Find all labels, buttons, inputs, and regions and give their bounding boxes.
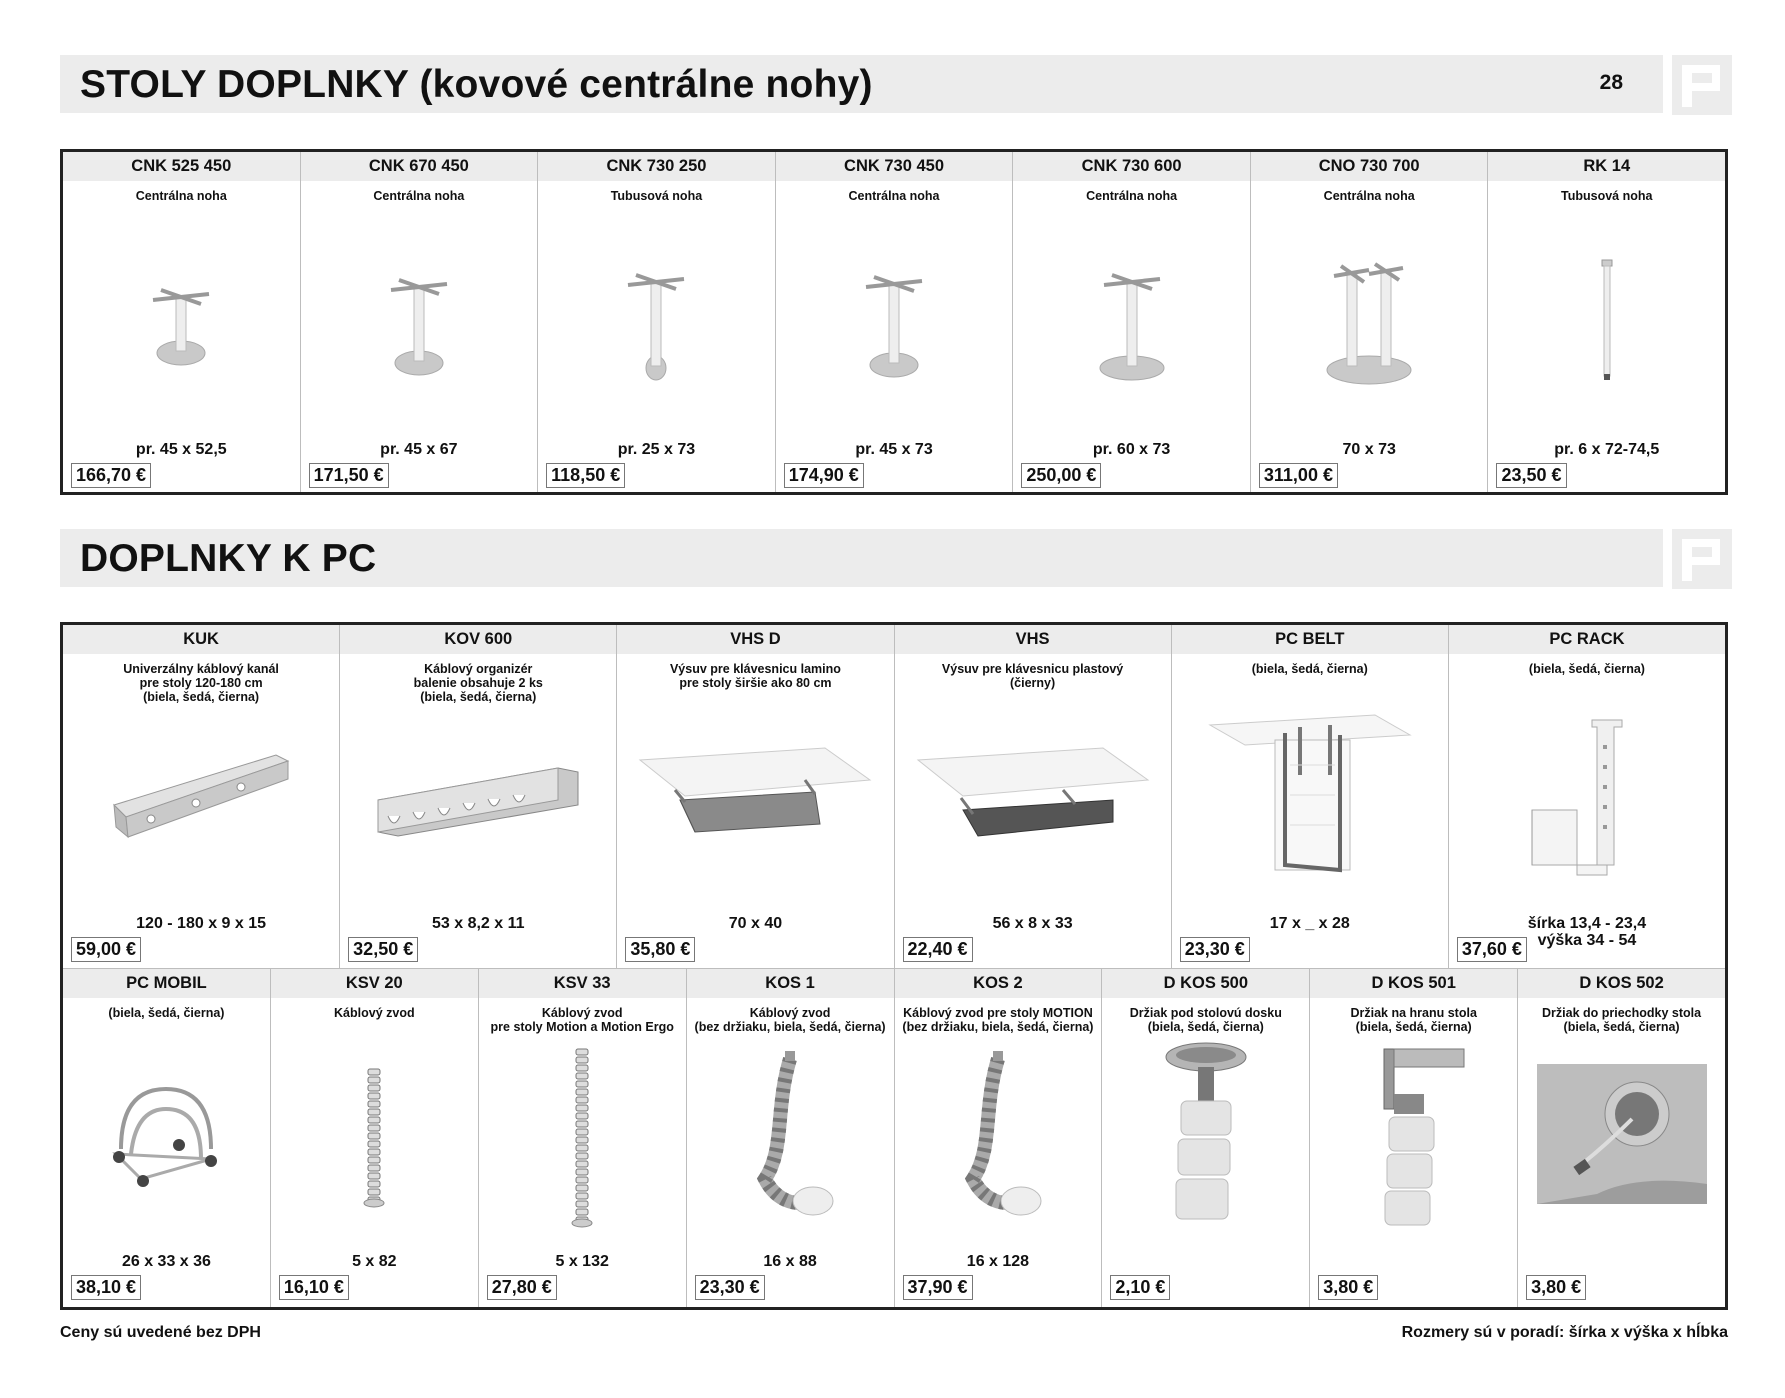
pc-holder-icon bbox=[1172, 700, 1448, 900]
cable-channel-icon bbox=[63, 700, 339, 900]
pc-accessories-grid bbox=[60, 622, 1728, 1310]
product-code: PC RACK bbox=[1449, 625, 1725, 654]
product-price: 174,90 € bbox=[784, 463, 864, 488]
product-card bbox=[1172, 625, 1449, 968]
brand-logo-icon bbox=[1672, 55, 1732, 115]
product-description: (biela, šedá, čierna) bbox=[1528, 662, 1645, 676]
product-price: 3,80 € bbox=[1526, 1275, 1586, 1300]
product-description: Káblový zvod pre stoly Motion a Motion Ergo bbox=[490, 1006, 674, 1034]
product-description: Centrálna noha bbox=[373, 189, 465, 203]
product-dimensions: 70 x 73 bbox=[1342, 441, 1396, 458]
product-price: 27,80 € bbox=[487, 1275, 557, 1300]
product-dimensions: 5 x 132 bbox=[555, 1253, 609, 1270]
table-legs-grid bbox=[60, 149, 1728, 495]
product-description: Káblový zvod bbox=[334, 1006, 415, 1020]
product-card bbox=[1449, 625, 1725, 968]
product-description: Výsuv pre klávesnicu plastový (čierny) bbox=[941, 662, 1124, 690]
page-number: 28 bbox=[1599, 71, 1623, 94]
product-price: 2,10 € bbox=[1110, 1275, 1170, 1300]
table-leg-icon bbox=[538, 222, 775, 422]
product-dimensions: pr. 45 x 67 bbox=[380, 441, 458, 458]
product-code: D KOS 502 bbox=[1518, 969, 1725, 998]
product-code: VHS bbox=[895, 625, 1171, 654]
product-card bbox=[479, 969, 687, 1307]
product-description: Univerzálny káblový kanál pre stoly 120-180 cm (biela, šedá, čierna) bbox=[123, 662, 279, 704]
product-description: Držiak do priechodky stola (biela, šedá, čierna) bbox=[1542, 1006, 1702, 1034]
product-price: 250,00 € bbox=[1021, 463, 1101, 488]
product-price: 37,90 € bbox=[903, 1275, 973, 1300]
table-leg-icon bbox=[1013, 222, 1250, 422]
product-card bbox=[895, 625, 1172, 968]
product-card bbox=[687, 969, 895, 1307]
section-header-table-legs bbox=[60, 55, 1663, 113]
tube-leg-icon bbox=[1488, 222, 1725, 422]
product-description: Centrálna noha bbox=[1323, 189, 1415, 203]
product-dimensions: 53 x 8,2 x 11 bbox=[431, 915, 525, 932]
product-code: RK 14 bbox=[1488, 152, 1725, 181]
product-code: CNK 525 450 bbox=[63, 152, 300, 181]
product-price: 32,50 € bbox=[348, 937, 418, 962]
cable-organizer-icon bbox=[340, 700, 616, 900]
product-dimensions: pr. 45 x 73 bbox=[855, 441, 933, 458]
product-card bbox=[63, 969, 271, 1307]
product-price: 37,60 € bbox=[1457, 937, 1527, 962]
product-card bbox=[895, 969, 1103, 1307]
product-card bbox=[1251, 152, 1489, 492]
table-leg-icon bbox=[63, 222, 300, 422]
product-price: 118,50 € bbox=[546, 463, 625, 488]
product-description: (biela, šedá, čierna) bbox=[108, 1006, 225, 1020]
cable-spine-icon bbox=[479, 1034, 686, 1234]
product-description: Káblový zvod (bez držiaku, biela, šedá, čierna) bbox=[694, 1006, 886, 1034]
product-dimensions: 17 x _ x 28 bbox=[1269, 915, 1350, 932]
product-card bbox=[1102, 969, 1310, 1307]
product-card bbox=[538, 152, 776, 492]
product-description: (biela, šedá, čierna) bbox=[1251, 662, 1368, 676]
product-dimensions: 5 x 82 bbox=[352, 1253, 397, 1270]
product-dimensions: 56 x 8 x 33 bbox=[992, 915, 1073, 932]
product-description: Centrálna noha bbox=[848, 189, 940, 203]
product-description: Tubusová noha bbox=[610, 189, 703, 203]
product-dimensions: 16 x 128 bbox=[966, 1253, 1030, 1270]
product-price: 23,30 € bbox=[1180, 937, 1250, 962]
footer-dimensions-note: Rozmery sú v poradí: šírka x výška x hĺbka bbox=[1401, 1324, 1728, 1341]
keyboard-tray-dark-icon bbox=[895, 700, 1171, 900]
product-code: CNK 730 600 bbox=[1013, 152, 1250, 181]
product-price: 38,10 € bbox=[71, 1275, 141, 1300]
edge-holder-icon bbox=[1310, 1034, 1517, 1234]
keyboard-tray-icon bbox=[617, 700, 893, 900]
footer-vat-note: Ceny sú uvedené bez DPH bbox=[60, 1324, 261, 1341]
product-description: Držiak pod stolovú dosku (biela, šedá, čierna) bbox=[1129, 1006, 1282, 1034]
product-card bbox=[63, 625, 340, 968]
product-code: KOS 1 bbox=[687, 969, 894, 998]
grommet-holder-icon bbox=[1518, 1034, 1725, 1234]
product-description: Káblový organizér balenie obsahuje 2 ks (biela, šedá, čierna) bbox=[413, 662, 543, 704]
vertebra-cable-icon bbox=[895, 1034, 1102, 1234]
product-description: Držiak na hranu stola (biela, šedá, čierna) bbox=[1350, 1006, 1477, 1034]
product-code: CNO 730 700 bbox=[1251, 152, 1488, 181]
brand-logo-icon bbox=[1672, 529, 1732, 589]
cable-spine-icon bbox=[271, 1034, 478, 1234]
product-description: Centrálna noha bbox=[1086, 189, 1178, 203]
product-dimensions: pr. 25 x 73 bbox=[617, 441, 696, 458]
product-price: 311,00 € bbox=[1259, 463, 1338, 488]
product-description: Tubusová noha bbox=[1561, 189, 1653, 203]
product-price: 23,30 € bbox=[695, 1275, 765, 1300]
product-dimensions: 26 x 33 x 36 bbox=[121, 1253, 211, 1270]
product-card bbox=[1488, 152, 1725, 492]
vertebra-cable-icon bbox=[687, 1034, 894, 1234]
product-code: CNK 730 250 bbox=[538, 152, 775, 181]
product-code: D KOS 501 bbox=[1310, 969, 1517, 998]
product-code: KOV 600 bbox=[340, 625, 616, 654]
product-code: CNK 670 450 bbox=[301, 152, 538, 181]
product-dimensions: pr. 60 x 73 bbox=[1092, 441, 1171, 458]
product-price: 3,80 € bbox=[1318, 1275, 1378, 1300]
product-description: Centrálna noha bbox=[135, 189, 227, 203]
product-price: 35,80 € bbox=[625, 937, 695, 962]
product-code: VHS D bbox=[617, 625, 893, 654]
product-card bbox=[1310, 969, 1518, 1307]
product-card bbox=[301, 152, 539, 492]
pc-rack-icon bbox=[1449, 700, 1725, 900]
product-dimensions: pr. 6 x 72-74,5 bbox=[1554, 441, 1660, 458]
product-code: KUK bbox=[63, 625, 339, 654]
section-header-pc-accessories bbox=[60, 529, 1663, 587]
product-dimensions: 16 x 88 bbox=[763, 1253, 817, 1270]
product-card bbox=[1518, 969, 1725, 1307]
product-description: Káblový zvod pre stoly MOTION (bez držiaku, biela, šedá, čierna) bbox=[902, 1006, 1094, 1034]
product-code: KOS 2 bbox=[895, 969, 1102, 998]
product-price: 171,50 € bbox=[309, 463, 389, 488]
product-code: CNK 730 450 bbox=[776, 152, 1013, 181]
product-price: 22,40 € bbox=[903, 937, 973, 962]
product-price: 23,50 € bbox=[1496, 463, 1566, 488]
product-code: D KOS 500 bbox=[1102, 969, 1309, 998]
product-price: 166,70 € bbox=[71, 463, 151, 488]
product-card bbox=[1013, 152, 1251, 492]
product-card bbox=[776, 152, 1014, 492]
product-dimensions: 70 x 40 bbox=[728, 915, 783, 932]
product-price: 59,00 € bbox=[71, 937, 141, 962]
product-card bbox=[271, 969, 479, 1307]
product-dimensions: šírka 13,4 - 23,4 výška 34 - 54 bbox=[1527, 915, 1647, 949]
table-leg-icon bbox=[301, 222, 538, 422]
product-description: Výsuv pre klávesnicu lamino pre stoly širšie ako 80 cm bbox=[669, 662, 841, 690]
product-code: PC MOBIL bbox=[63, 969, 270, 998]
under-desk-holder-icon bbox=[1102, 1034, 1309, 1234]
double-table-leg-icon bbox=[1251, 222, 1488, 422]
product-dimensions: 120 - 180 x 9 x 15 bbox=[136, 915, 267, 932]
product-card bbox=[63, 152, 301, 492]
section-title: DOPLNKY K PC bbox=[80, 537, 377, 580]
table-leg-icon bbox=[776, 222, 1013, 422]
product-code: KSV 20 bbox=[271, 969, 478, 998]
product-code: PC BELT bbox=[1172, 625, 1448, 654]
product-card bbox=[340, 625, 617, 968]
section-title: STOLY DOPLNKY (kovové centrálne nohy) bbox=[80, 63, 873, 106]
pc-caddy-icon bbox=[63, 1034, 270, 1234]
product-dimensions: pr. 45 x 52,5 bbox=[135, 441, 227, 458]
product-card bbox=[617, 625, 894, 968]
product-code: KSV 33 bbox=[479, 969, 686, 998]
product-price: 16,10 € bbox=[279, 1275, 349, 1300]
